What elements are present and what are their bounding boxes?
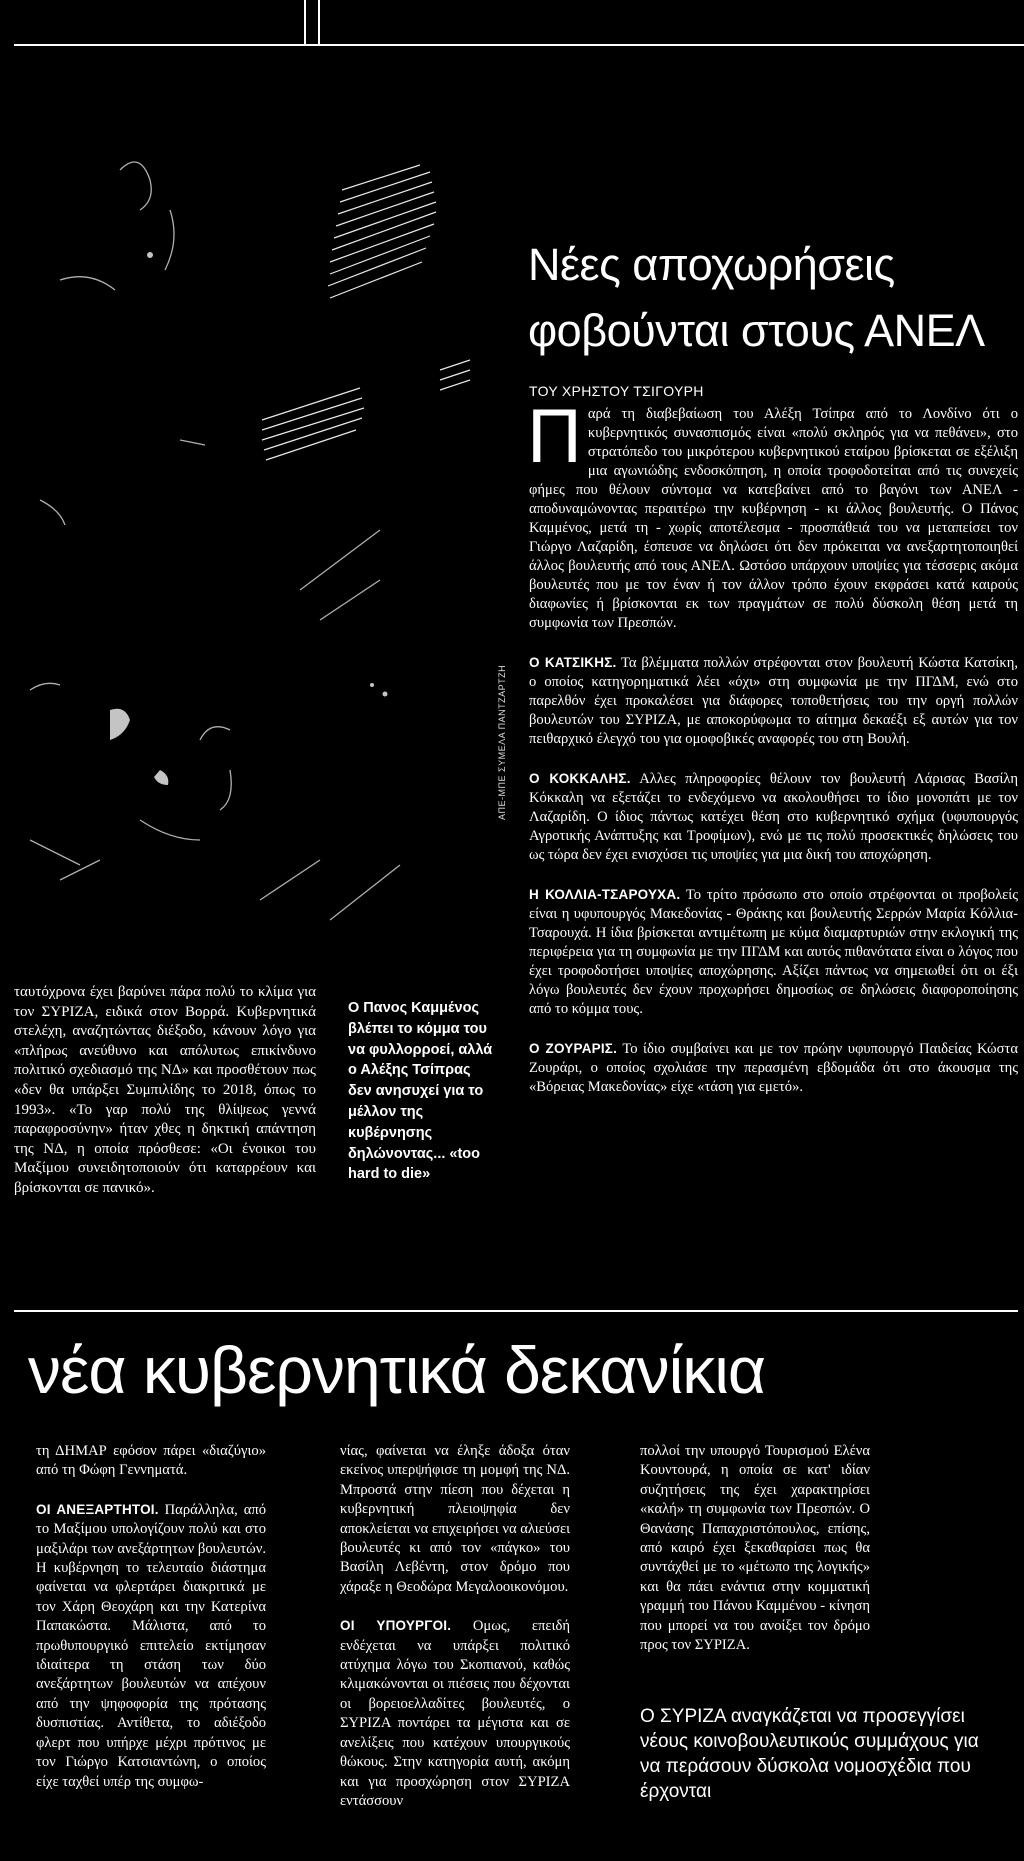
section-text: Το τρίτο πρόσωπο στο οποίο στρέφονται οι προβολείς είναι η υφυπουργός Μακεδονίας - Θράκης και βουλευτής Σερρών Μαρία Κόλλια-Τσαρουχά. Η ίδια βρίσκεται αντιμέτωπη με κύμα διαμαρτυριών στην εκλογική της περιφέρεια για τη συμφωνία με την ΠΓΔΜ και αυτός πιθανότατα είναι ο λόγος που έχει τροφοδοτήσει υποψίες αποχώρησης. Αξίζει πάντως να σημειωθεί ότι οι έξι λόγω βουλευτές δεν έχουν προχωρήσει δημοσίως σε δηλώσεις διαφοροποίησης από το κόμμα τους.	[529, 887, 1019, 1017]
section-kollia	[529, 885, 1018, 1019]
paragraph	[36, 1500, 266, 1792]
paragraph	[340, 1616, 570, 1811]
section-text: Τα βλέμματα πολλών στρέφονται στον βουλευτή Κώστα Κατσίκη, ο οποίος κατηγορηματικά λέει «όχι» στη συμφωνία με την ΠΓΔΜ, ενώ στο παρελθόν έχει προκαλέσει για διάφορες τοποθετήσεις του την οργή πολλών βουλευτών του ΣΥΡΙΖΑ, με αποκορύφωμα το αίτημα δεκαέξι εξ αυτών για τον πειθαρχικό έλεγχό του για ομοφοβικές αναφορές του στη Βουλή.	[529, 655, 1018, 747]
section-zourari	[529, 1039, 1018, 1097]
dropcap: Π	[527, 394, 582, 479]
paragraph-text: νίας, φαίνεται να έληξε άδοξα όταν εκείνος υπερψήφισε τη μομφή της ΝΔ. Μπροστά στην πίεση που δέχεται η κυβερνητική πλειοψηφία δεν αποκλείεται να επιχειρήσει να αλιεύσει βουλευτές κι από τον «πάγκο» του Βασίλη Λεβέντη, στον δρόμο που χάραξε η Θεοδώρα Μεγαλοοικονόμου.	[340, 1443, 570, 1595]
paragraph	[640, 1442, 870, 1655]
frame-tick	[318, 0, 320, 44]
section-text: Αλλες πληροφορίες θέλουν τον βουλευτή Λάρισας Βασίλη Κόκκαλη να εξετάζει το ενδεχόμενο να ακολουθήσει το ίδιο μονοπάτι με τον Λαζαρίδη. Ο ίδιος πάντως κατέχει θέση στο κυβερνητικό σχήμα (υφυπουργός Αγροτικής Ανάπτυξης και Τροφίμων), ενώ με τις πολύ προσεκτικές δηλώσεις του ως τώρα δεν έχει ενισχύσει τις υποψίες για μια δική του αποχώρηση.	[529, 771, 1018, 863]
second-article-col-1	[36, 1442, 266, 1811]
section-lead: ΟΙ ΑΝΕΞΑΡΤΗΤΟΙ.	[36, 1501, 159, 1517]
byline: ΤΟΥ ΧΡΗΣΤΟΥ ΤΣΙΓΟΥΡΗ	[529, 383, 704, 399]
article-headline: Νέες αποχωρήσεις φοβούνται στους ΑΝΕΛ	[528, 239, 985, 356]
second-article-col-2	[340, 1442, 570, 1830]
paragraph-text: πολλοί την υπουργό Τουρισμού Ελένα Κουντουρά, η οποία σε κατ' ιδίαν συζητήσεις της έχει χαρακτηρίσει «καλή» τη συμφωνία των Πρεσπών. Ο Θανάσης Παπαχριστόπουλος, επίσης, από καιρό έχει ξεκαθαρίσει πως θα συντάχθεί με το «μέτωπο της λογικής» και θα πάει ενάντια στην κομματική γραμμή του Πάνου Καμμένου - κίνηση που μπορεί να του ανοίξει τον δρόμο προς τον ΣΥΡΙΖΑ.	[640, 1443, 870, 1654]
paragraph-text: Ομως, επειδή ενδέχεται να υπάρξει πολιτικό ατύχημα λόγω του Σκοπιανού, καθώς κλιμακώνονται οι πιέσεις που δέχονται οι βορειοελλαδίτες βουλευτές, ο ΣΥΡΙΖΑ ποντάρει τα μέγιστα και σε ανελίξεις που κατέχουν υπουργικούς θώκους. Στην κατηγορία αυτή, ακόμη και για προσχώρηση στον ΣΥΡΙΖΑ εντάσσουν	[340, 1618, 570, 1809]
section-lead: Ο ΚΑΤΣΙΚΗΣ.	[529, 655, 617, 670]
paragraph-text: τη ΔΗΜΑΡ εφόσον πάρει «διαζύγιο» από τη Φώφη Γεννηματά.	[36, 1443, 266, 1479]
pull-quote: Ο Πανος Καμμένος βλέπει το κόμμα του να φυλλορροεί, αλλά ο Αλέξης Τσίπρας δεν ανησυχεί για το μέλλον της κυβέρνησης δηλώνοντας... «too hard to die»	[348, 1000, 493, 1183]
paragraph-text: Παράλληλα, από το Μαξίμου υπολογίζουν πολύ και στο μαξιλάρι των ανεξάρτητων βουλευτών. Η κυβέρνηση το τελευταίο διάστημα φαίνεται να φλερτάρει διακριτικά με τον Χάρη Θεοχάρη και την Κατερίνα Παπακώστα. Μάλιστα, από το πρωθυπουργικό επιτελείο εκτίμησαν ιδιαίτερα τη στάση των δύο ανεξάρτητων βουλευτών να απέχουν από την ψηφοφορία της πρότασης δυσπιστίας. Αντίθετα, το αδιέξοδο φλερτ που υπήρχε μέχρι πρότινος με τον Γιώργο Κατσιαντώνη, ο οποίος είχε ταχθεί υπέρ της συμφω-	[36, 1501, 267, 1790]
frame-tick	[304, 0, 306, 44]
politician-photo-illustration	[0, 120, 520, 980]
intro-text: αρά τη διαβεβαίωση του Αλέξη Τσίπρα από το Λονδίνο ότι ο κυβερνητικός συνασπισμός είναι «πολύ σκληρός για να πεθάνει», στο στρατόπεδο του μικρότερου κυβερνητικού εταίρου βρίσκεται σε εξέλιξη μια αγωνιώδης ενδοσκόπηση, η οποία τροφοδοτείται από τις συνεχείς φήμες που θέλουν σύντομα να κατεβαίνει από το βαγόνι των ΑΝΕΛ - αποδυναμώνοντας περαιτέρω την κυβέρνηση - κι άλλος βουλευτής. Ο Πάνος Καμμένος, μετά τη - χωρίς αποτέλεσμα - προσπάθειά του να μεταπείσει τον Γιώργο Λαζαρίδη, έσπευσε να δηλώσει ότι δεν πρόκειται να ανεξαρτητοποιηθεί άλλος βουλευτής από τους ΑΝΕΛ. Ωστόσο υπάρχουν υποψίες για τέσσερις ακόμα βουλευτές που με τον έναν ή τον άλλον τρόπο έχουν εκφράσει κατά καιρούς διαφωνίες ή βρίσκονται εκ των πραγμάτων σε πολύ δύσκολη θέση μετά τη συμφωνία των Πρεσπών.	[529, 406, 1018, 631]
section-katsikis	[529, 653, 1018, 749]
second-article-col-3	[640, 1442, 870, 1674]
photo-credit: ΑΠΕ-ΜΠΕ ΣΥΜΕΛΑ ΠΑΝΤΖΑΡΤΖΗ	[497, 664, 507, 820]
second-pull-quote: Ο ΣΥΡΙΖΑ αναγκάζεται να προσεγγίσει νέους κοινοβουλευτικούς συμμάχους για να περάσουν δύσκολα νομοσχέδια που έρχονται	[640, 1706, 979, 1802]
section-lead: ΟΙ ΥΠΟΥΡΓΟΙ.	[340, 1618, 452, 1634]
section-lead: Ο ΚΟΚΚΑΛΗΣ.	[529, 771, 631, 786]
section-lead: Η ΚΟΛΛΙΑ-ΤΣΑΡΟΥΧΑ.	[529, 887, 681, 902]
paragraph	[340, 1442, 570, 1597]
article-intro	[527, 394, 1018, 633]
section-divider	[14, 1310, 1018, 1312]
top-frame-rule	[14, 0, 1024, 46]
section-text: Το ίδιο συμβαίνει και με τον πρώην υφυπουργό Παιδείας Κώστα Ζουράρι, ο οποίος σχολιάσε την περασμένη εβδομάδα ότι στο άκουσμα της «Βόρειας Μακεδονίας» είχε «τάση για εμετό».	[529, 1041, 1019, 1095]
second-headline: νέα κυβερνητικά δεκανίκια	[28, 1333, 766, 1407]
section-kokkalis	[529, 769, 1018, 865]
main-article-column	[527, 394, 1019, 1117]
left-column-text: ταυτόχρονα έχει βαρύνει πάρα πολύ το κλίμα για τον ΣΥΡΙΖΑ, ειδικά στον Βορρά. Κυβερνητικά στελέχη, αναζητώντας διέξοδο, κάνουν λόγο για «πλήρως ανεύθυνο και απόλυτως επικίνδυνο πολιτικό σχεδιασμό της ΝΔ» και προσθέτουν πως «δεν θα υπάρξει Συμπιλίδης το 2018, όπως το 1993». «Το γαρ πολύ της θλίψεως γεννά παραφροσύνην» ήταν χθες η δηκτική απάντηση της ΝΔ, η οποία πρόσθεσε: «Οι ένοικοι του Μαξίμου συνειδητοποιούν ότι καταρρέουν και βρίσκονται σε πανικό».	[14, 984, 316, 1196]
section-lead: Ο ΖΟΥΡΑΡΙΣ.	[529, 1041, 618, 1056]
paragraph	[36, 1442, 266, 1481]
